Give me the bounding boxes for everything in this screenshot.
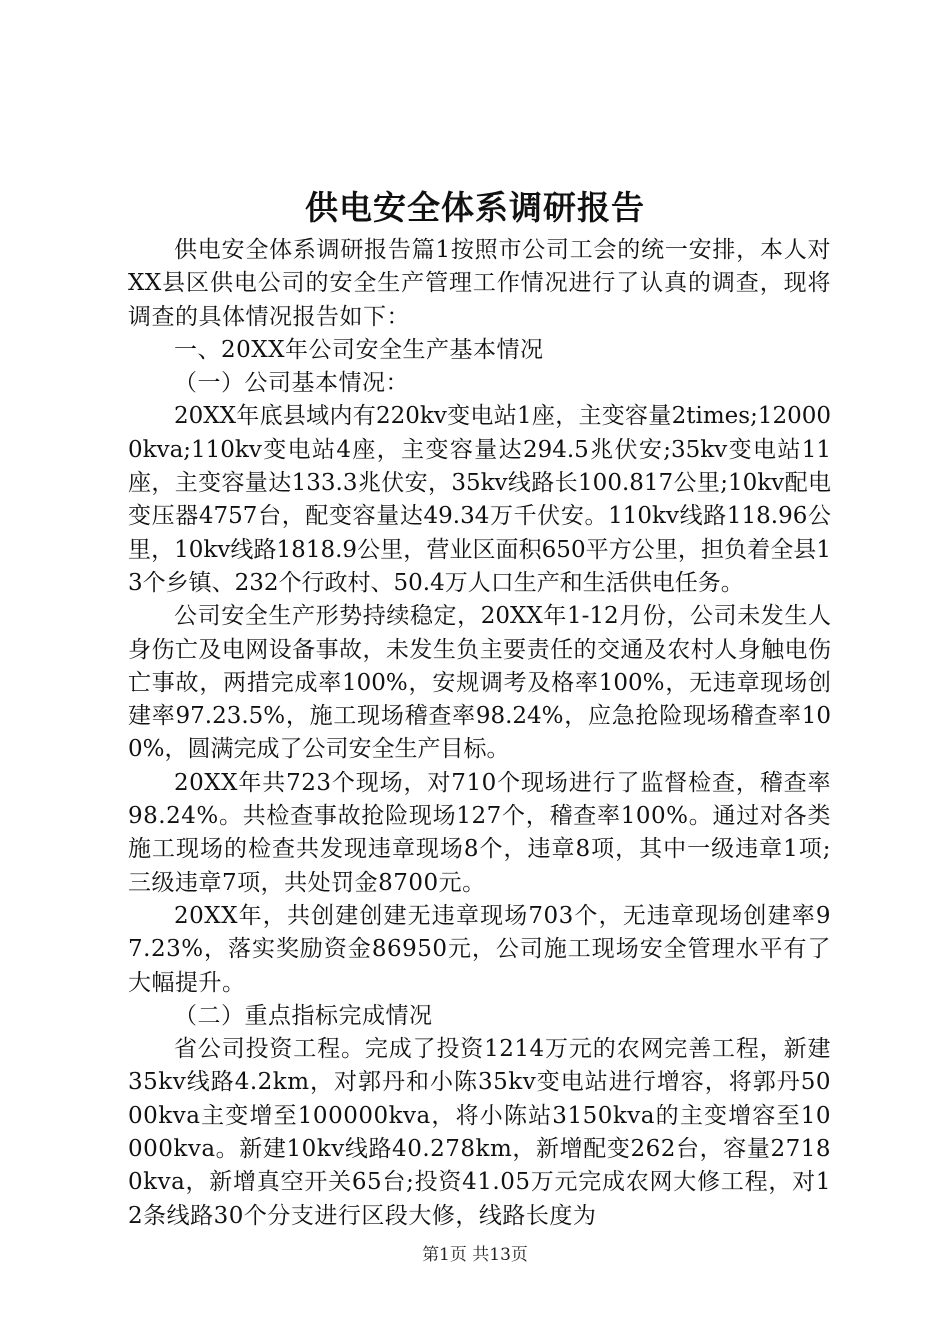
section-heading-1: 一、20XX年公司安全生产基本情况 [174,336,544,363]
paragraph-safety-situation: 公司安全生产形势持续稳定，20XX年1-12月份，公司未发生人身伤亡及电网设备事故，未发生负主要责任的交通及农村人身触电伤亡事故，两措完成率100%，安规调考及格率100%，无违章现场创建率97.23.5%，施工现场稽查率98.24%，应急抢险现场稽查率100%，圆满完成了公司安全生产目标。 [128,603,831,763]
paragraph-intro: 供电安全体系调研报告篇1按照市公司工会的统一安排，本人对XX县区供电公司的安全生产管理工作情况进行了认真的调查，现将调查的具体情况报告如下： [128,237,831,330]
subsection-heading-1: （一）公司基本情况： [174,370,409,397]
page-footer: 第1页 共13页 [422,1245,528,1265]
subsection-heading-2: （二）重点指标完成情况 [174,1002,433,1029]
paragraph-investment-projects: 省公司投资工程。完成了投资1214万元的农网完善工程，新建35kv线路4.2km，对郭丹和小陈35kv变电站进行增容，将郭丹5000kva主变增至100000kva，将小陈站3150kva的主变增容至10000kva。新建10kv线路40.278km，新增配变262台，容量27180kva，新增真空开关65台;投资41.05万元完成农网大修工程，对12条线路30个分支进行区段大修，线路长度为 [128,1036,831,1229]
paragraph-no-violation-sites: 20XX年，共创建创建无违章现场703个，无违章现场创建率97.23%，落实奖励资金86950元，公司施工现场安全管理水平有了大幅提升。 [128,902,831,996]
document-title: 供电安全体系调研报告 [305,188,645,227]
paragraph-basic-info: 20XX年底县域内有220kv变电站1座，主变容量2times;120000kva;110kv变电站4座，主变容量达294.5兆伏安;35kv变电站11座，主变容量达133.3兆伏安，35kv线路长100.817公里;10kv配电变压器4757台，配变容量达49.34万千伏安。110kv线路118.96公里，10kv线路1818.9公里，营业区面积650平方公里，担负着全县13个乡镇、232个行政村、50.4万人口生产和生活供电任务。 [128,403,831,596]
paragraph-site-inspection: 20XX年共723个现场，对710个现场进行了监督检查，稽查率98.24%。共检查事故抢险现场127个，稽查率100%。通过对各类施工现场的检查共发现违章现场8个，违章8项，其中一级违章1项;三级违章7项，共处罚金8700元。 [128,769,831,896]
document-body [128,234,831,1233]
